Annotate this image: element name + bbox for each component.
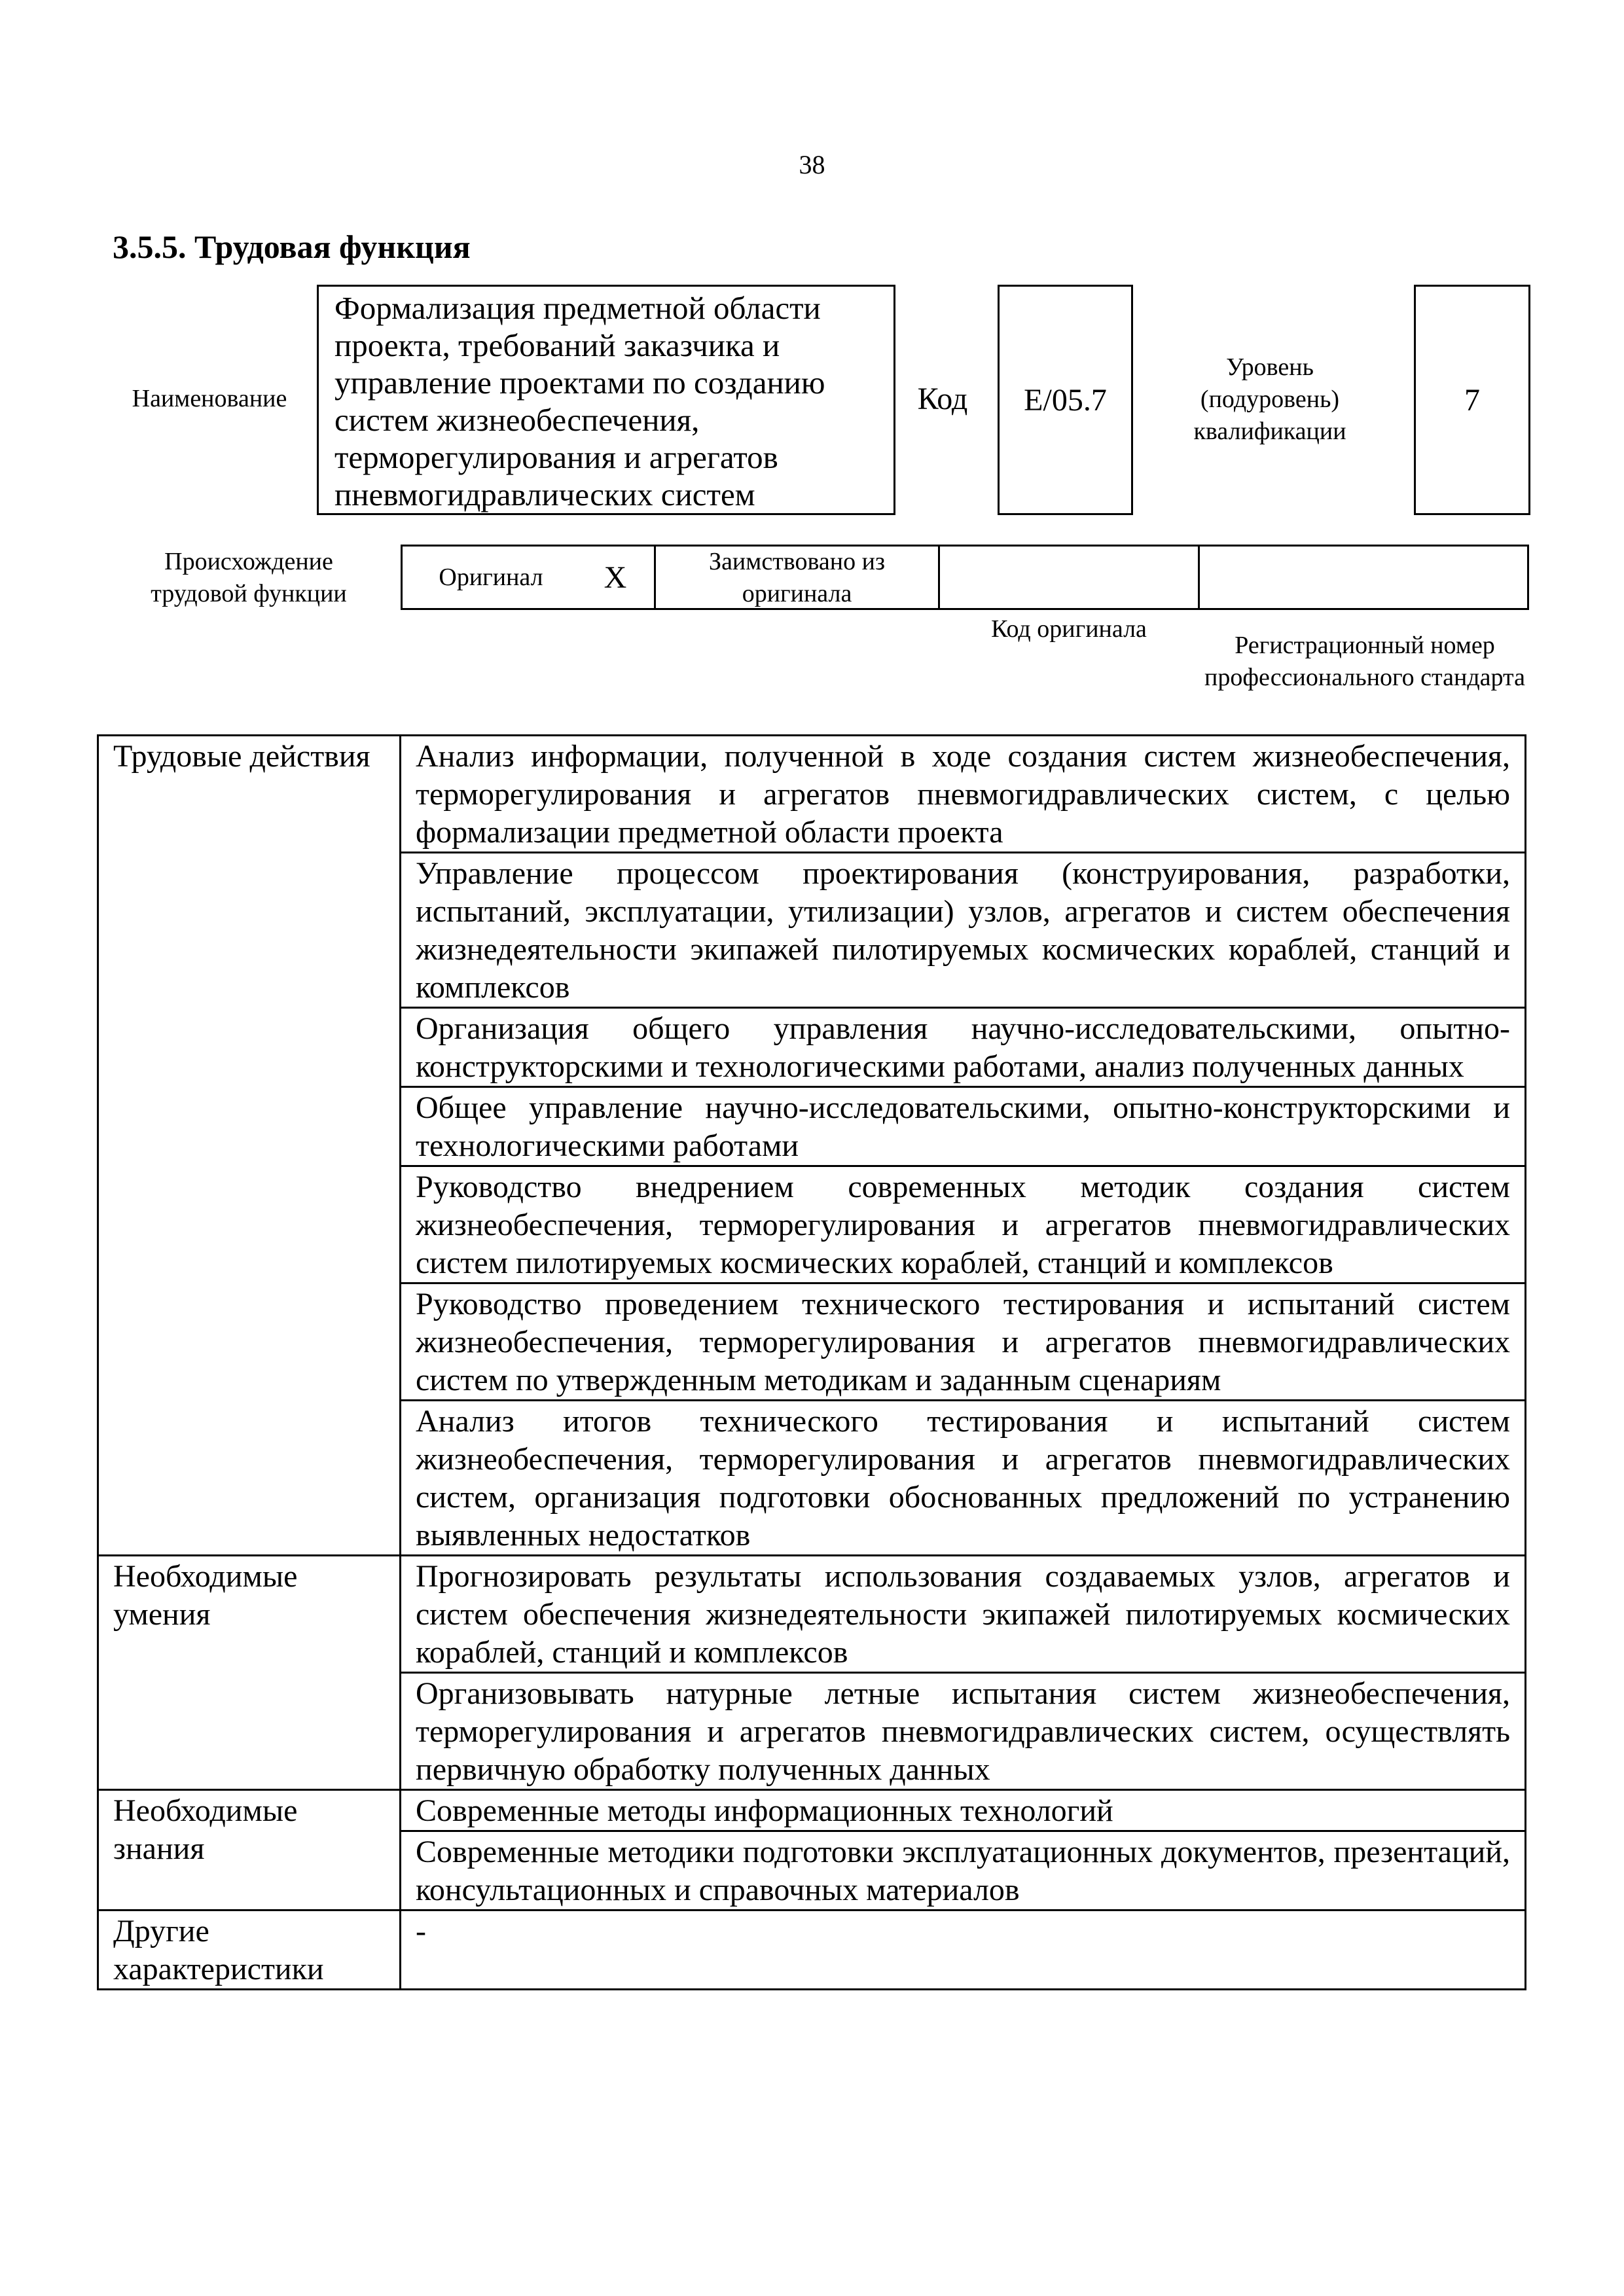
section-item: Организация общего управления научно-исследовательскими, опытно-конструкторскими и технологическими работами, анализ полученных данных xyxy=(401,1008,1526,1087)
reg-number-caption: Регистрационный номер профессионального стандарта xyxy=(1204,632,1525,691)
section-item: Анализ информации, полученной в ходе создания систем жизнеобеспечения, терморегулирования и агрегатов пневмогидравлических систем, с целью формализации предметной области проекта xyxy=(401,736,1526,853)
original-label: Оригинал xyxy=(439,563,543,591)
section-item: Современные методики подготовки эксплуатационных документов, презентаций, консультационных и справочных материалов xyxy=(401,1831,1526,1910)
origin-divider xyxy=(654,545,656,610)
table-row xyxy=(98,1556,1526,1673)
section-item: Общее управление научно-исследовательскими, опытно-конструкторскими и технологическими работами xyxy=(401,1087,1526,1166)
section-item: Управление процессом проектирования (конструирования, разработки, испытаний, эксплуатации, утилизации) узлов, агрегатов и систем обеспечения жизнедеятельности экипажей пилотируемых космических кораблей, станций и комплексов xyxy=(401,853,1526,1008)
section-label: Трудовые действия xyxy=(98,736,401,1556)
section-label: Необходимые знания xyxy=(98,1790,401,1910)
section-item: Анализ итогов технического тестирования и испытаний систем жизнеобеспечения, терморегулирования и агрегатов пневмогидравлических систем, организация подготовки обоснованных предложений по устранению выявленных недостатков xyxy=(401,1401,1526,1556)
section-label: Необходимые умения xyxy=(98,1556,401,1790)
code-original-caption: Код оригинала xyxy=(991,615,1147,643)
section-item: Руководство проведением технического тестирования и испытаний систем жизнеобеспечения, терморегулирования и агрегатов пневмогидравлических систем по утвержденным методикам и заданным сценариям xyxy=(401,1283,1526,1401)
section-label: Другие характеристики xyxy=(98,1910,401,1990)
origin-label: Происхождение трудовой функции xyxy=(151,548,347,607)
level-field: 7 xyxy=(1414,285,1530,515)
origin-table xyxy=(401,545,1529,610)
origin-divider xyxy=(938,545,940,610)
section-title: 3.5.5. Трудовая функция xyxy=(113,228,471,265)
level-label: Уровень (подуровень) квалификации xyxy=(1193,353,1346,445)
section-item: Современные методы информационных технологий xyxy=(401,1790,1526,1831)
section-item: Организовывать натурные летные испытания систем жизнеобеспечения, терморегулирования и агрегатов пневмогидравлических систем, осуществлять первичную обработку полученных данных xyxy=(401,1673,1526,1790)
borrowed-label: Заимствовано из оригинала xyxy=(709,548,885,607)
code-field: E/05.7 xyxy=(998,285,1133,515)
table-row xyxy=(98,736,1526,853)
table-row xyxy=(98,1790,1526,1831)
page-number: 38 xyxy=(799,150,825,179)
section-item: Руководство внедрением современных методик создания систем жизнеобеспечения, терморегулирования и агрегатов пневмогидравлических систем пилотируемых космических кораблей, станций и комплексов xyxy=(401,1166,1526,1283)
section-item: Прогнозировать результаты использования создаваемых узлов, агрегатов и систем обеспечения жизнедеятельности экипажей пилотируемых космических кораблей, станций и комплексов xyxy=(401,1556,1526,1673)
origin-divider xyxy=(1198,545,1200,610)
section-item: - xyxy=(401,1910,1526,1990)
function-name-field: Формализация предметной области проекта, требований заказчика и управление проектами по созданию систем жизнеобеспечения, терморегулирования и агрегатов пневмогидравлических систем xyxy=(317,285,895,515)
code-label: Код xyxy=(917,381,968,416)
function-details-table xyxy=(97,734,1526,1990)
original-mark: X xyxy=(604,560,627,595)
name-label: Наименование xyxy=(132,384,287,412)
table-row xyxy=(98,1910,1526,1990)
